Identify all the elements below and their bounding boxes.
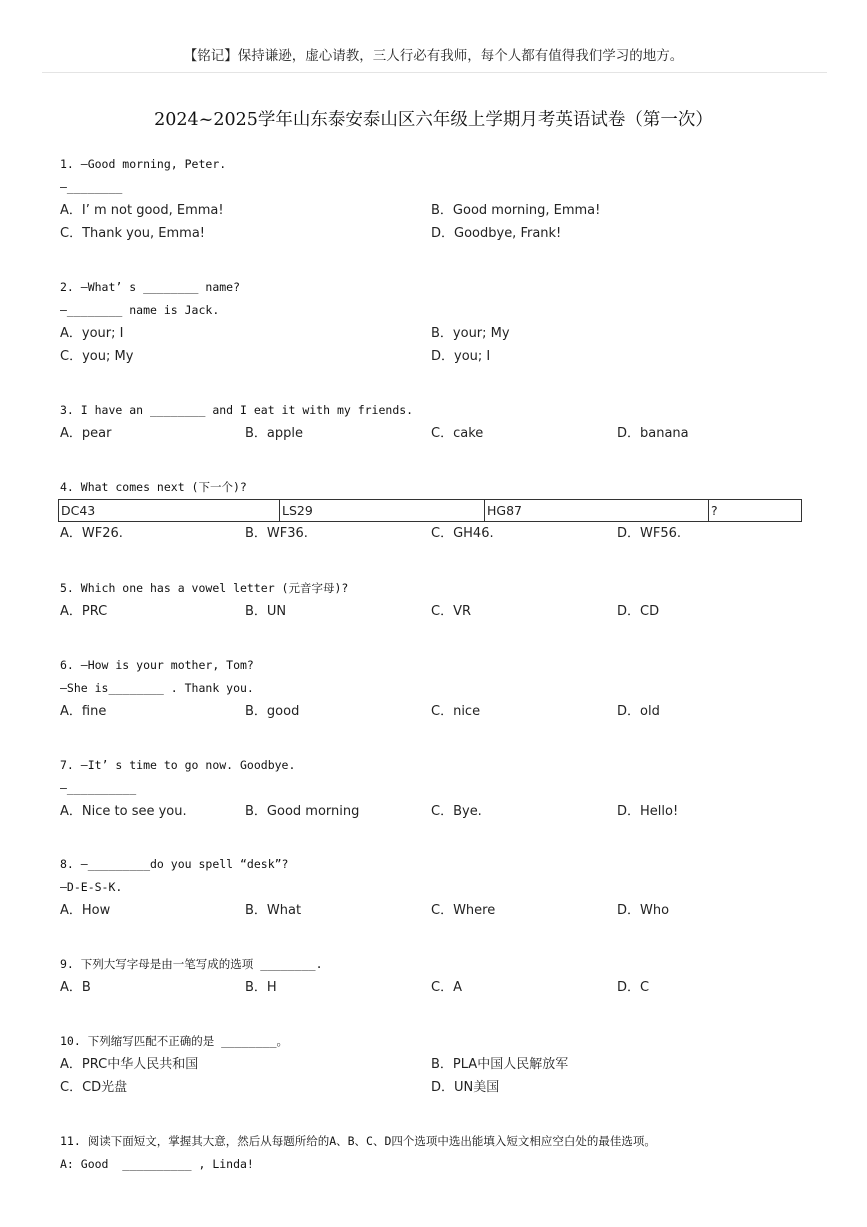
question-8 [60, 853, 820, 922]
option-a[interactable]: A．I’ m not good, Emma! [60, 203, 224, 218]
option-c[interactable]: C．GH46. [431, 526, 494, 541]
question-stem: 4. What comes next (下一个)? [60, 480, 247, 494]
question-4 [60, 476, 820, 499]
option-d[interactable]: D．banana [617, 426, 689, 441]
question-2 [60, 276, 820, 368]
option-a[interactable]: A．PRC中华人民共和国 [60, 1057, 199, 1072]
question-stem: 9. 下列大写字母是由一笔写成的选项 ________. [60, 957, 323, 971]
question-stem: —________ name is Jack. [60, 303, 220, 317]
question-7 [60, 754, 820, 823]
option-c[interactable]: C．Thank you, Emma! [60, 226, 205, 241]
question-3 [60, 399, 820, 445]
question-stem: 10. 下列缩写匹配不正确的是 ________。 [60, 1034, 289, 1048]
option-a[interactable]: A．B [60, 980, 91, 995]
option-a[interactable]: A．How [60, 903, 111, 918]
option-c[interactable]: C．Bye. [431, 804, 482, 819]
question-stem: —________ [60, 180, 123, 194]
question-stem: 7. —It’ s time to go now. Goodbye. [60, 758, 296, 772]
question-stem: —__________ [60, 781, 137, 795]
sequence-cell: LS29 [280, 500, 485, 522]
option-d[interactable]: D．Hello! [617, 804, 679, 819]
question-5 [60, 577, 820, 623]
question-10 [60, 1030, 820, 1099]
option-c[interactable]: C．CD光盘 [60, 1080, 128, 1095]
option-a[interactable]: A．your; I [60, 326, 124, 341]
option-c[interactable]: C．nice [431, 704, 481, 719]
option-c[interactable]: C．Where [431, 903, 496, 918]
option-b[interactable]: B．UN [245, 604, 287, 619]
option-a[interactable]: A．fine [60, 704, 107, 719]
question-stem: 5. Which one has a vowel letter (元音字母)? [60, 581, 349, 595]
question-stem: 1. —Good morning, Peter. [60, 157, 227, 171]
question-stem: 2. —What’ s ________ name? [60, 280, 241, 294]
sequence-cell: ? [709, 500, 802, 522]
option-d[interactable]: D．you; I [431, 349, 491, 364]
question-stem: 3. I have an ________ and I eat it with my friends. [60, 403, 414, 417]
question-stem: —She is________ . Thank you. [60, 681, 254, 695]
question-4-options [60, 522, 820, 545]
question-stem: A: Good __________ , Linda! [60, 1157, 254, 1171]
option-b[interactable]: B．PLA中国人民解放军 [431, 1057, 569, 1072]
option-c[interactable]: C．VR [431, 604, 472, 619]
option-d[interactable]: D．C [617, 980, 650, 995]
option-b[interactable]: B．your; My [431, 326, 510, 341]
option-d[interactable]: D．WF56. [617, 526, 682, 541]
option-d[interactable]: D．Who [617, 903, 670, 918]
sequence-cell: HG87 [485, 500, 709, 522]
option-b[interactable]: B．good [245, 704, 300, 719]
question-stem: 8. —_________do you spell “desk”? [60, 857, 289, 871]
question-9 [60, 953, 820, 999]
sequence-table [58, 499, 802, 522]
option-b[interactable]: B．apple [245, 426, 303, 441]
question-stem: —D-E-S-K. [60, 880, 123, 894]
option-c[interactable]: C．you; My [60, 349, 134, 364]
option-d[interactable]: D．Goodbye, Frank! [431, 226, 562, 241]
option-c[interactable]: C．cake [431, 426, 484, 441]
question-6 [60, 654, 820, 723]
question-1 [60, 153, 820, 245]
divider [42, 72, 827, 73]
option-b[interactable]: B．Good morning [245, 804, 360, 819]
option-a[interactable]: A．Nice to see you. [60, 804, 187, 819]
option-b[interactable]: B．WF36. [245, 526, 308, 541]
option-a[interactable]: A．WF26. [60, 526, 123, 541]
option-a[interactable]: A．PRC [60, 604, 108, 619]
question-stem: 11. 阅读下面短文，掌握其大意，然后从每题所给的A、B、C、D四个选项中选出能填入短文相应空白处的最佳选项。 [60, 1134, 656, 1148]
sequence-cell: DC43 [59, 500, 280, 522]
option-d[interactable]: D．CD [617, 604, 660, 619]
option-c[interactable]: C．A [431, 980, 462, 995]
option-d[interactable]: D．UN美国 [431, 1080, 500, 1095]
option-a[interactable]: A．pear [60, 426, 112, 441]
page-title: 2024~2025学年山东泰安泰山区六年级上学期月考英语试卷（第一次） [154, 110, 713, 130]
question-stem: 6. —How is your mother, Tom? [60, 658, 254, 672]
option-d[interactable]: D．old [617, 704, 660, 719]
option-b[interactable]: B．H [245, 980, 277, 995]
option-b[interactable]: B．Good morning, Emma! [431, 203, 601, 218]
option-b[interactable]: B．What [245, 903, 302, 918]
question-11 [60, 1130, 820, 1176]
motto: 【铭记】保持谦逊，虚心请教，三人行必有我师，每个人都有值得我们学习的地方。 [183, 48, 684, 64]
